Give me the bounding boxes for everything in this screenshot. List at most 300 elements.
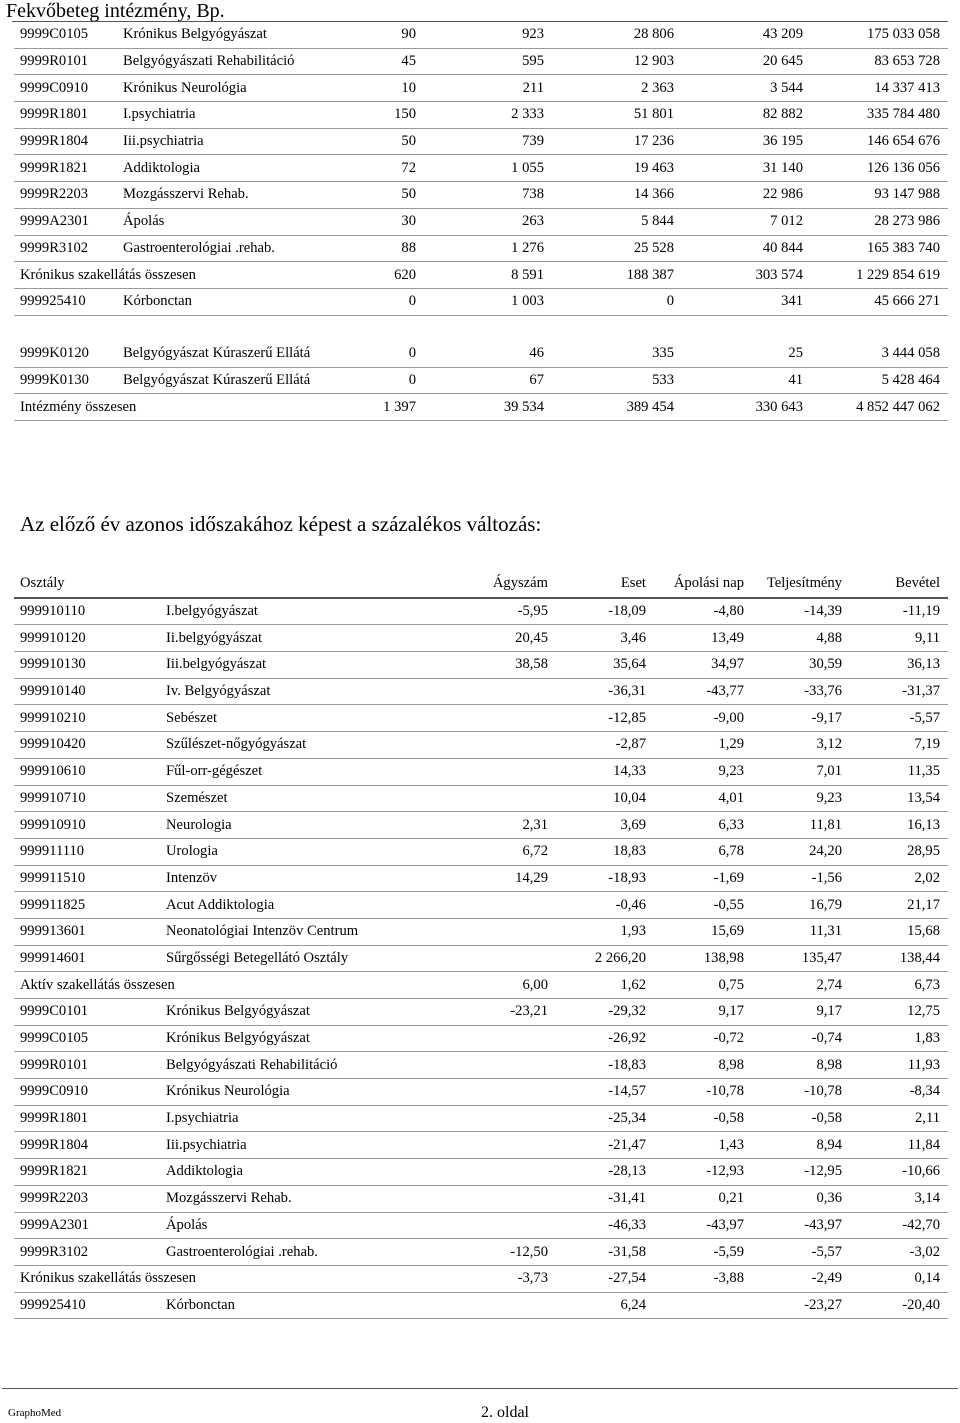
value-cell: 90 (351, 22, 424, 48)
table-row (14, 1079, 948, 1106)
percent-cell: -27,54 (556, 1265, 654, 1292)
department-name: I.psychiatria (160, 1105, 408, 1132)
table-row (14, 812, 948, 839)
percent-cell: 38,58 (408, 652, 556, 679)
value-cell: 923 (424, 22, 552, 48)
percent-cell: 9,23 (654, 758, 752, 785)
value-cell: 67 (424, 367, 552, 394)
table-row (14, 732, 948, 759)
department-name: Sűrgősségi Betegellátó Osztály (160, 945, 408, 972)
department-code: 9999R3102 (14, 235, 117, 262)
percent-cell: -12,95 (752, 1159, 850, 1186)
percent-cell: -25,34 (556, 1105, 654, 1132)
footer-divider (2, 1388, 958, 1389)
percent-cell: 3,46 (556, 625, 654, 652)
table-row (14, 1239, 948, 1266)
department-code: 999925410 (14, 288, 117, 315)
table-row (14, 22, 948, 48)
percent-cell: 3,12 (752, 732, 850, 759)
percent-cell: -5,95 (408, 598, 556, 625)
percent-cell: 2 266,20 (556, 945, 654, 972)
percent-cell: 7,01 (752, 758, 850, 785)
department-name: Belgyógyászat Kúraszerű Ellátá (117, 367, 351, 394)
department-name: Iii.psychiatria (117, 128, 351, 155)
summary-label: Krónikus szakellátás összesen (14, 262, 351, 289)
value-cell: 20 645 (682, 48, 811, 75)
value-cell: 330 643 (682, 394, 811, 421)
value-cell: 14 366 (552, 182, 682, 209)
value-cell: 40 844 (682, 235, 811, 262)
col-header-agyszam: Ágyszám (408, 571, 556, 598)
percent-cell (408, 945, 556, 972)
department-name: Acut Addiktologia (160, 892, 408, 919)
value-cell: 19 463 (552, 155, 682, 182)
percent-cell: -43,77 (654, 678, 752, 705)
percent-change-table (14, 571, 948, 1319)
percent-cell: -0,58 (752, 1105, 850, 1132)
percent-cell: 14,29 (408, 865, 556, 892)
value-cell: 595 (424, 48, 552, 75)
value-cell: 45 666 271 (811, 288, 948, 315)
percent-cell (408, 1159, 556, 1186)
percent-cell: 20,45 (408, 625, 556, 652)
percent-cell: 11,84 (850, 1132, 948, 1159)
department-name: Szemészet (160, 785, 408, 812)
value-cell: 5 428 464 (811, 367, 948, 394)
percent-cell: 30,59 (752, 652, 850, 679)
value-cell: 335 (552, 341, 682, 367)
table-row (14, 1105, 948, 1132)
percent-cell: 13,54 (850, 785, 948, 812)
table-row (14, 652, 948, 679)
percent-cell: -28,13 (556, 1159, 654, 1186)
percent-cell: -5,57 (850, 705, 948, 732)
percent-cell (408, 1079, 556, 1106)
percent-cell: -18,09 (556, 598, 654, 625)
percent-cell: -0,58 (654, 1105, 752, 1132)
percent-cell (408, 1052, 556, 1079)
department-code: 9999R1804 (14, 128, 117, 155)
percent-cell: -2,87 (556, 732, 654, 759)
percent-cell: 15,69 (654, 918, 752, 945)
table-row (14, 235, 948, 262)
department-stats-table (14, 22, 948, 316)
department-name: Belgyógyászati Rehabilitáció (117, 48, 351, 75)
percent-cell: 0,36 (752, 1185, 850, 1212)
value-cell: 1 055 (424, 155, 552, 182)
department-name: Gastroenterológiai .rehab. (160, 1239, 408, 1266)
outpatient-stats-table (14, 341, 948, 421)
col-header-osztaly: Osztály (14, 571, 160, 598)
percent-cell: 11,31 (752, 918, 850, 945)
department-name: Urologia (160, 838, 408, 865)
table-row (14, 705, 948, 732)
value-cell: 5 844 (552, 208, 682, 235)
percent-cell (408, 758, 556, 785)
table-row (14, 1185, 948, 1212)
summary-label: Intézmény összesen (14, 394, 351, 421)
percent-cell: -4,80 (654, 598, 752, 625)
percent-cell: -0,72 (654, 1025, 752, 1052)
department-code: 9999R1821 (14, 1159, 160, 1186)
department-code: 9999R1804 (14, 1132, 160, 1159)
table-row (14, 918, 948, 945)
table-row (14, 999, 948, 1026)
department-name: Ápolás (160, 1212, 408, 1239)
value-cell: 739 (424, 128, 552, 155)
percent-cell: -31,58 (556, 1239, 654, 1266)
table-row (14, 1292, 948, 1319)
value-cell: 0 (351, 367, 424, 394)
percent-cell: 1,62 (556, 972, 654, 999)
percent-cell: -12,93 (654, 1159, 752, 1186)
value-cell: 335 784 480 (811, 102, 948, 129)
percent-cell: -33,76 (752, 678, 850, 705)
percent-cell: 0,14 (850, 1265, 948, 1292)
department-name: Fűl-orr-gégészet (160, 758, 408, 785)
percent-cell: 7,19 (850, 732, 948, 759)
value-cell: 341 (682, 288, 811, 315)
percent-cell: -8,34 (850, 1079, 948, 1106)
value-cell: 211 (424, 75, 552, 102)
department-name: Ii.belgyógyászat (160, 625, 408, 652)
percent-cell: -29,32 (556, 999, 654, 1026)
percent-cell: -43,97 (752, 1212, 850, 1239)
department-code: 999910110 (14, 598, 160, 625)
table-row (14, 838, 948, 865)
value-cell: 45 (351, 48, 424, 75)
table-header-row (14, 571, 948, 598)
department-name: Szűlészet-nőgyógyászat (160, 732, 408, 759)
percent-cell: -26,92 (556, 1025, 654, 1052)
percent-cell: 6,73 (850, 972, 948, 999)
value-cell: 41 (682, 367, 811, 394)
department-name: Ápolás (117, 208, 351, 235)
percent-cell: 0,21 (654, 1185, 752, 1212)
department-code: 9999R3102 (14, 1239, 160, 1266)
department-code: 999914601 (14, 945, 160, 972)
value-cell: 1 229 854 619 (811, 262, 948, 289)
percent-cell: 3,14 (850, 1185, 948, 1212)
table-row (14, 208, 948, 235)
department-code: 9999C0105 (14, 22, 117, 48)
value-cell: 533 (552, 367, 682, 394)
percent-cell (408, 1132, 556, 1159)
percent-cell: 36,13 (850, 652, 948, 679)
value-cell: 25 (682, 341, 811, 367)
percent-cell: -5,57 (752, 1239, 850, 1266)
value-cell: 146 654 676 (811, 128, 948, 155)
percent-cell (408, 1185, 556, 1212)
department-code: 9999R0101 (14, 1052, 160, 1079)
value-cell: 83 653 728 (811, 48, 948, 75)
department-code: 999911110 (14, 838, 160, 865)
percent-cell: -10,78 (752, 1079, 850, 1106)
department-name: Iii.psychiatria (160, 1132, 408, 1159)
percent-cell: -14,39 (752, 598, 850, 625)
percent-cell: 8,94 (752, 1132, 850, 1159)
percent-cell: 1,93 (556, 918, 654, 945)
col-header-eset: Eset (556, 571, 654, 598)
department-code: 9999R2203 (14, 1185, 160, 1212)
percent-cell: -43,97 (654, 1212, 752, 1239)
value-cell: 43 209 (682, 22, 811, 48)
percent-cell: 11,93 (850, 1052, 948, 1079)
department-code: 9999A2301 (14, 208, 117, 235)
percent-cell: 21,17 (850, 892, 948, 919)
percent-cell: 0,75 (654, 972, 752, 999)
table-row (14, 625, 948, 652)
table-row (14, 945, 948, 972)
value-cell: 10 (351, 75, 424, 102)
percent-cell: 1,83 (850, 1025, 948, 1052)
percent-cell: 16,13 (850, 812, 948, 839)
percent-cell: -42,70 (850, 1212, 948, 1239)
department-code: 999910130 (14, 652, 160, 679)
value-cell: 28 273 986 (811, 208, 948, 235)
table-row (14, 1052, 948, 1079)
percent-cell: -11,19 (850, 598, 948, 625)
percent-cell: 6,24 (556, 1292, 654, 1319)
col-header-apolasi-nap: Ápolási nap (654, 571, 752, 598)
value-cell: 263 (424, 208, 552, 235)
department-code: 999925410 (14, 1292, 160, 1319)
percent-cell: -46,33 (556, 1212, 654, 1239)
table-row (14, 758, 948, 785)
department-code: 9999K0120 (14, 341, 117, 367)
table-row (14, 1212, 948, 1239)
percent-cell (408, 1292, 556, 1319)
table-row (14, 182, 948, 209)
value-cell: 82 882 (682, 102, 811, 129)
department-name: Kórbonctan (117, 288, 351, 315)
table-row (14, 288, 948, 315)
value-cell: 1 003 (424, 288, 552, 315)
percent-cell: 15,68 (850, 918, 948, 945)
department-code: 999910610 (14, 758, 160, 785)
value-cell: 17 236 (552, 128, 682, 155)
value-cell: 50 (351, 128, 424, 155)
table-row (14, 598, 948, 625)
value-cell: 8 591 (424, 262, 552, 289)
percent-cell (408, 892, 556, 919)
value-cell: 389 454 (552, 394, 682, 421)
percent-cell: 34,97 (654, 652, 752, 679)
summary-row (14, 394, 948, 421)
page-header-title: Fekvőbeteg intézmény, Bp. (6, 0, 225, 22)
percent-cell (408, 732, 556, 759)
summary-row (14, 972, 948, 999)
department-name: Iv. Belgyógyászat (160, 678, 408, 705)
percent-cell: 14,33 (556, 758, 654, 785)
value-cell: 36 195 (682, 128, 811, 155)
department-name: Addiktologia (117, 155, 351, 182)
percent-cell: -14,57 (556, 1079, 654, 1106)
value-cell: 51 801 (552, 102, 682, 129)
percent-cell: -0,74 (752, 1025, 850, 1052)
percent-cell: 3,69 (556, 812, 654, 839)
department-code: 9999R2203 (14, 182, 117, 209)
table-row (14, 102, 948, 129)
summary-row (14, 1265, 948, 1292)
percent-cell: -31,41 (556, 1185, 654, 1212)
department-name: I.psychiatria (117, 102, 351, 129)
percent-cell: -3,02 (850, 1239, 948, 1266)
percent-cell: -1,56 (752, 865, 850, 892)
value-cell: 25 528 (552, 235, 682, 262)
percent-cell: 2,31 (408, 812, 556, 839)
percent-cell: 2,11 (850, 1105, 948, 1132)
percent-cell: 18,83 (556, 838, 654, 865)
value-cell: 7 012 (682, 208, 811, 235)
department-code: 999910140 (14, 678, 160, 705)
table-row (14, 48, 948, 75)
table-row (14, 1025, 948, 1052)
percent-cell: -2,49 (752, 1265, 850, 1292)
value-cell: 3 544 (682, 75, 811, 102)
department-name: Intenzöv (160, 865, 408, 892)
percent-cell: -3,73 (408, 1265, 556, 1292)
percent-cell: 9,11 (850, 625, 948, 652)
percent-cell: 1,43 (654, 1132, 752, 1159)
table-row (14, 785, 948, 812)
percent-cell: 6,33 (654, 812, 752, 839)
percent-cell: -23,21 (408, 999, 556, 1026)
percent-cell: 6,72 (408, 838, 556, 865)
department-code: 999910710 (14, 785, 160, 812)
department-code: 9999R1821 (14, 155, 117, 182)
table-row (14, 341, 948, 367)
value-cell: 303 574 (682, 262, 811, 289)
department-code: 9999R1801 (14, 1105, 160, 1132)
value-cell: 150 (351, 102, 424, 129)
percent-cell: -36,31 (556, 678, 654, 705)
department-name: Krónikus Neurológia (160, 1079, 408, 1106)
percent-cell: 138,98 (654, 945, 752, 972)
table-row (14, 892, 948, 919)
percent-cell: 8,98 (654, 1052, 752, 1079)
department-code: 9999C0105 (14, 1025, 160, 1052)
percent-cell: -12,85 (556, 705, 654, 732)
value-cell: 46 (424, 341, 552, 367)
percent-cell: 24,20 (752, 838, 850, 865)
col-header-teljesitmeny: Teljesítmény (752, 571, 850, 598)
value-cell: 39 534 (424, 394, 552, 421)
percent-cell: -0,46 (556, 892, 654, 919)
value-cell: 2 333 (424, 102, 552, 129)
percent-cell: 9,23 (752, 785, 850, 812)
department-code: 9999A2301 (14, 1212, 160, 1239)
value-cell: 620 (351, 262, 424, 289)
col-header-bevetel: Bevétel (850, 571, 948, 598)
percent-cell: -0,55 (654, 892, 752, 919)
department-name: Neurologia (160, 812, 408, 839)
department-code: 999910210 (14, 705, 160, 732)
percent-cell: 9,17 (752, 999, 850, 1026)
percent-cell (408, 1025, 556, 1052)
department-name: Belgyógyászat Kúraszerű Ellátá (117, 341, 351, 367)
value-cell: 126 136 056 (811, 155, 948, 182)
department-name: Sebészet (160, 705, 408, 732)
value-cell: 14 337 413 (811, 75, 948, 102)
department-name: Mozgásszervi Rehab. (160, 1185, 408, 1212)
value-cell: 165 383 740 (811, 235, 948, 262)
percent-cell: 16,79 (752, 892, 850, 919)
percent-cell: 12,75 (850, 999, 948, 1026)
percent-cell (654, 1292, 752, 1319)
department-code: 999910420 (14, 732, 160, 759)
percent-cell: 1,29 (654, 732, 752, 759)
department-code: 999911510 (14, 865, 160, 892)
department-code: 9999C0910 (14, 1079, 160, 1106)
department-name: Gastroenterológiai .rehab. (117, 235, 351, 262)
percent-cell (408, 705, 556, 732)
percent-cell: 28,95 (850, 838, 948, 865)
percent-cell: 10,04 (556, 785, 654, 812)
department-name: Krónikus Belgyógyászat (160, 999, 408, 1026)
percent-cell: 4,01 (654, 785, 752, 812)
department-name: Kórbonctan (160, 1292, 408, 1319)
percent-cell: -18,83 (556, 1052, 654, 1079)
value-cell: 3 444 058 (811, 341, 948, 367)
department-code: 9999C0101 (14, 999, 160, 1026)
summary-row (14, 262, 948, 289)
value-cell: 30 (351, 208, 424, 235)
department-name: Neonatológiai Intenzöv Centrum (160, 918, 408, 945)
value-cell: 93 147 988 (811, 182, 948, 209)
department-code: 9999R1801 (14, 102, 117, 129)
percent-cell: -21,47 (556, 1132, 654, 1159)
department-name: Iii.belgyógyászat (160, 652, 408, 679)
value-cell: 2 363 (552, 75, 682, 102)
value-cell: 738 (424, 182, 552, 209)
value-cell: 72 (351, 155, 424, 182)
footer-brand: GraphoMed (8, 1407, 62, 1419)
percent-cell: -9,00 (654, 705, 752, 732)
percent-cell (408, 678, 556, 705)
percent-cell: -5,59 (654, 1239, 752, 1266)
table-row (14, 128, 948, 155)
percent-cell: -12,50 (408, 1239, 556, 1266)
percent-cell: -20,40 (850, 1292, 948, 1319)
department-code: 999913601 (14, 918, 160, 945)
percent-cell: -9,17 (752, 705, 850, 732)
table-row (14, 678, 948, 705)
department-code: 999910910 (14, 812, 160, 839)
value-cell: 188 387 (552, 262, 682, 289)
percent-cell: 2,74 (752, 972, 850, 999)
page-number: 2. oldal (481, 1404, 529, 1421)
percent-cell: -10,78 (654, 1079, 752, 1106)
department-name: Krónikus Belgyógyászat (160, 1025, 408, 1052)
department-name: Mozgásszervi Rehab. (117, 182, 351, 209)
department-code: 999911825 (14, 892, 160, 919)
percent-cell: 2,02 (850, 865, 948, 892)
percent-cell: 4,88 (752, 625, 850, 652)
department-name: Belgyógyászati Rehabilitáció (160, 1052, 408, 1079)
value-cell: 1 276 (424, 235, 552, 262)
percent-cell: 8,98 (752, 1052, 850, 1079)
table-row (14, 155, 948, 182)
table-row (14, 865, 948, 892)
table-row (14, 367, 948, 394)
value-cell: 4 852 447 062 (811, 394, 948, 421)
percent-cell: -18,93 (556, 865, 654, 892)
percent-cell: -31,37 (850, 678, 948, 705)
department-name: Krónikus Belgyógyászat (117, 22, 351, 48)
percent-cell: 9,17 (654, 999, 752, 1026)
department-code: 9999R0101 (14, 48, 117, 75)
